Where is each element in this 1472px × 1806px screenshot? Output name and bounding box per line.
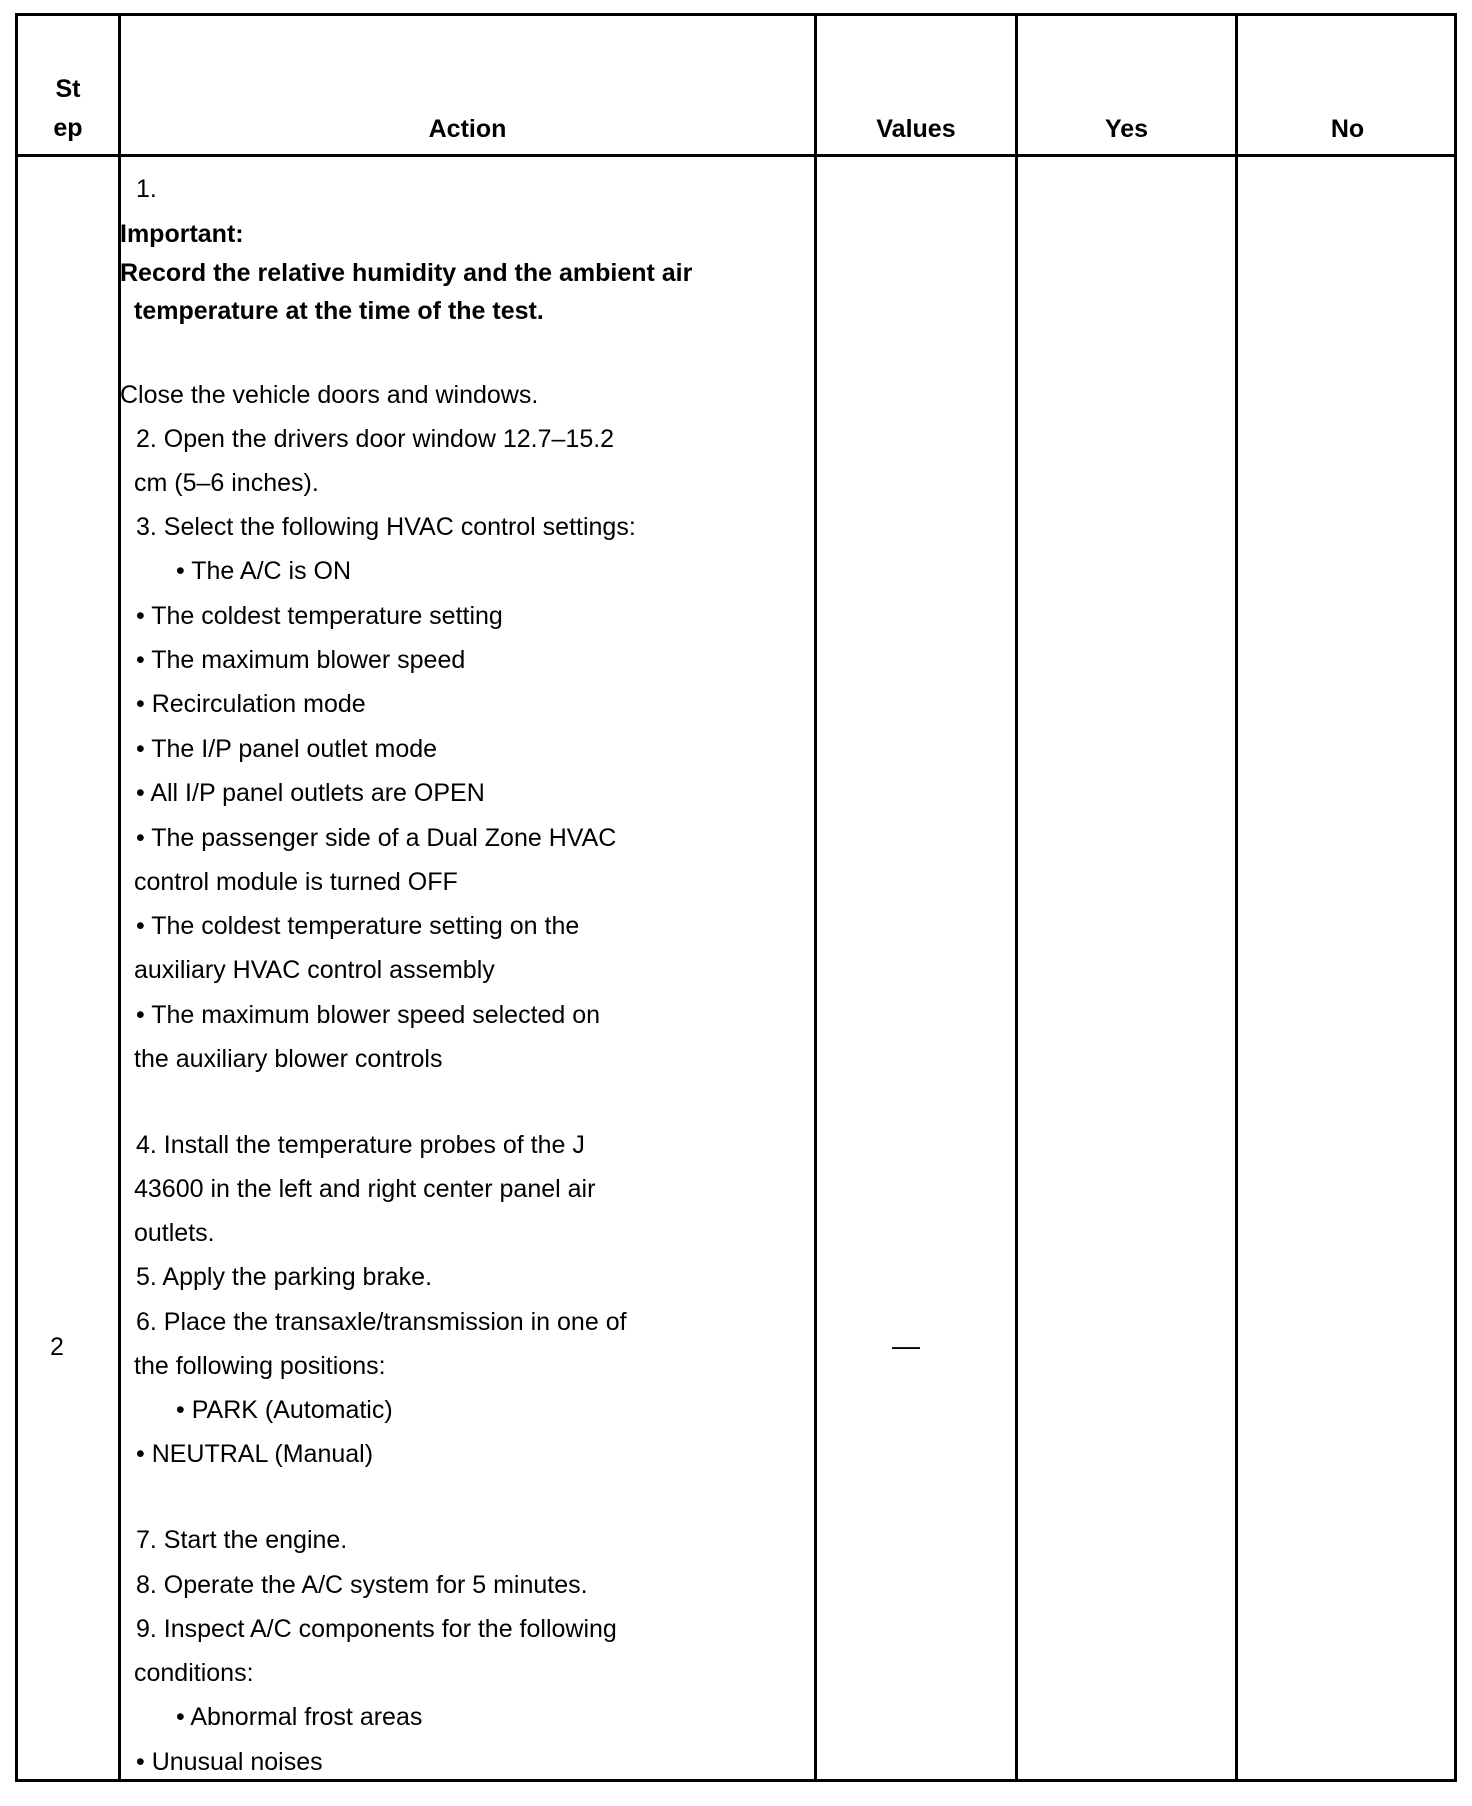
action-line: Close the vehicle doors and windows. (120, 381, 539, 409)
step-number: 2 (50, 1333, 64, 1361)
action-line: 7. Start the engine. (136, 1526, 348, 1554)
action-line: 1. (136, 175, 157, 203)
header-action: Action (428, 115, 507, 143)
action-line: 2. Open the drivers door window 12.7–15.2 (136, 425, 615, 453)
action-line: outlets. (134, 1219, 215, 1247)
action-line: • Recirculation mode (136, 690, 366, 718)
column-divider (814, 16, 817, 1779)
header-values: Values (876, 115, 956, 143)
action-line: cm (5–6 inches). (134, 469, 319, 497)
action-line: 9. Inspect A/C components for the following (136, 1615, 617, 1643)
action-line: • The coldest temperature setting on the (136, 912, 580, 940)
action-line: Record the relative humidity and the ambient air (120, 259, 693, 287)
action-line: • The I/P panel outlet mode (136, 735, 438, 763)
action-line: 4. Install the temperature probes of the J (136, 1131, 585, 1159)
action-line: • The A/C is ON (176, 557, 352, 585)
action-line: • PARK (Automatic) (176, 1396, 393, 1424)
action-line: 8. Operate the A/C system for 5 minutes. (136, 1571, 588, 1599)
header-no: No (1330, 115, 1365, 143)
action-line: • Unusual noises (136, 1748, 323, 1776)
action-line: 43600 in the left and right center panel air (134, 1175, 596, 1203)
action-line: • The maximum blower speed (136, 646, 466, 674)
action-line: the following positions: (134, 1352, 386, 1380)
action-line: auxiliary HVAC control assembly (134, 956, 495, 984)
action-line: • NEUTRAL (Manual) (136, 1440, 374, 1468)
header-step-line1: St (55, 75, 81, 103)
header-yes: Yes (1104, 115, 1149, 143)
action-line: temperature at the time of the test. (134, 297, 544, 325)
action-line: • The coldest temperature setting (136, 602, 503, 630)
action-line: 5. Apply the parking brake. (136, 1263, 433, 1291)
action-line: • Abnormal frost areas (176, 1703, 423, 1731)
column-divider (1235, 16, 1238, 1779)
action-line: 6. Place the transaxle/transmission in one of (136, 1308, 627, 1336)
values-cell: — (892, 1330, 920, 1361)
action-line: conditions: (134, 1659, 254, 1687)
header-divider (18, 154, 1454, 157)
action-line: control module is turned OFF (134, 868, 458, 896)
action-line: Important: (120, 220, 244, 248)
action-line: • The passenger side of a Dual Zone HVAC (136, 824, 617, 852)
column-divider (1015, 16, 1018, 1779)
header-step-line2: ep (53, 114, 83, 142)
action-line: • The maximum blower speed selected on (136, 1001, 601, 1029)
action-line: • All I/P panel outlets are OPEN (136, 779, 485, 807)
action-line: the auxiliary blower controls (134, 1045, 443, 1073)
header-step (18, 70, 118, 148)
action-line: 3. Select the following HVAC control settings: (136, 513, 636, 541)
